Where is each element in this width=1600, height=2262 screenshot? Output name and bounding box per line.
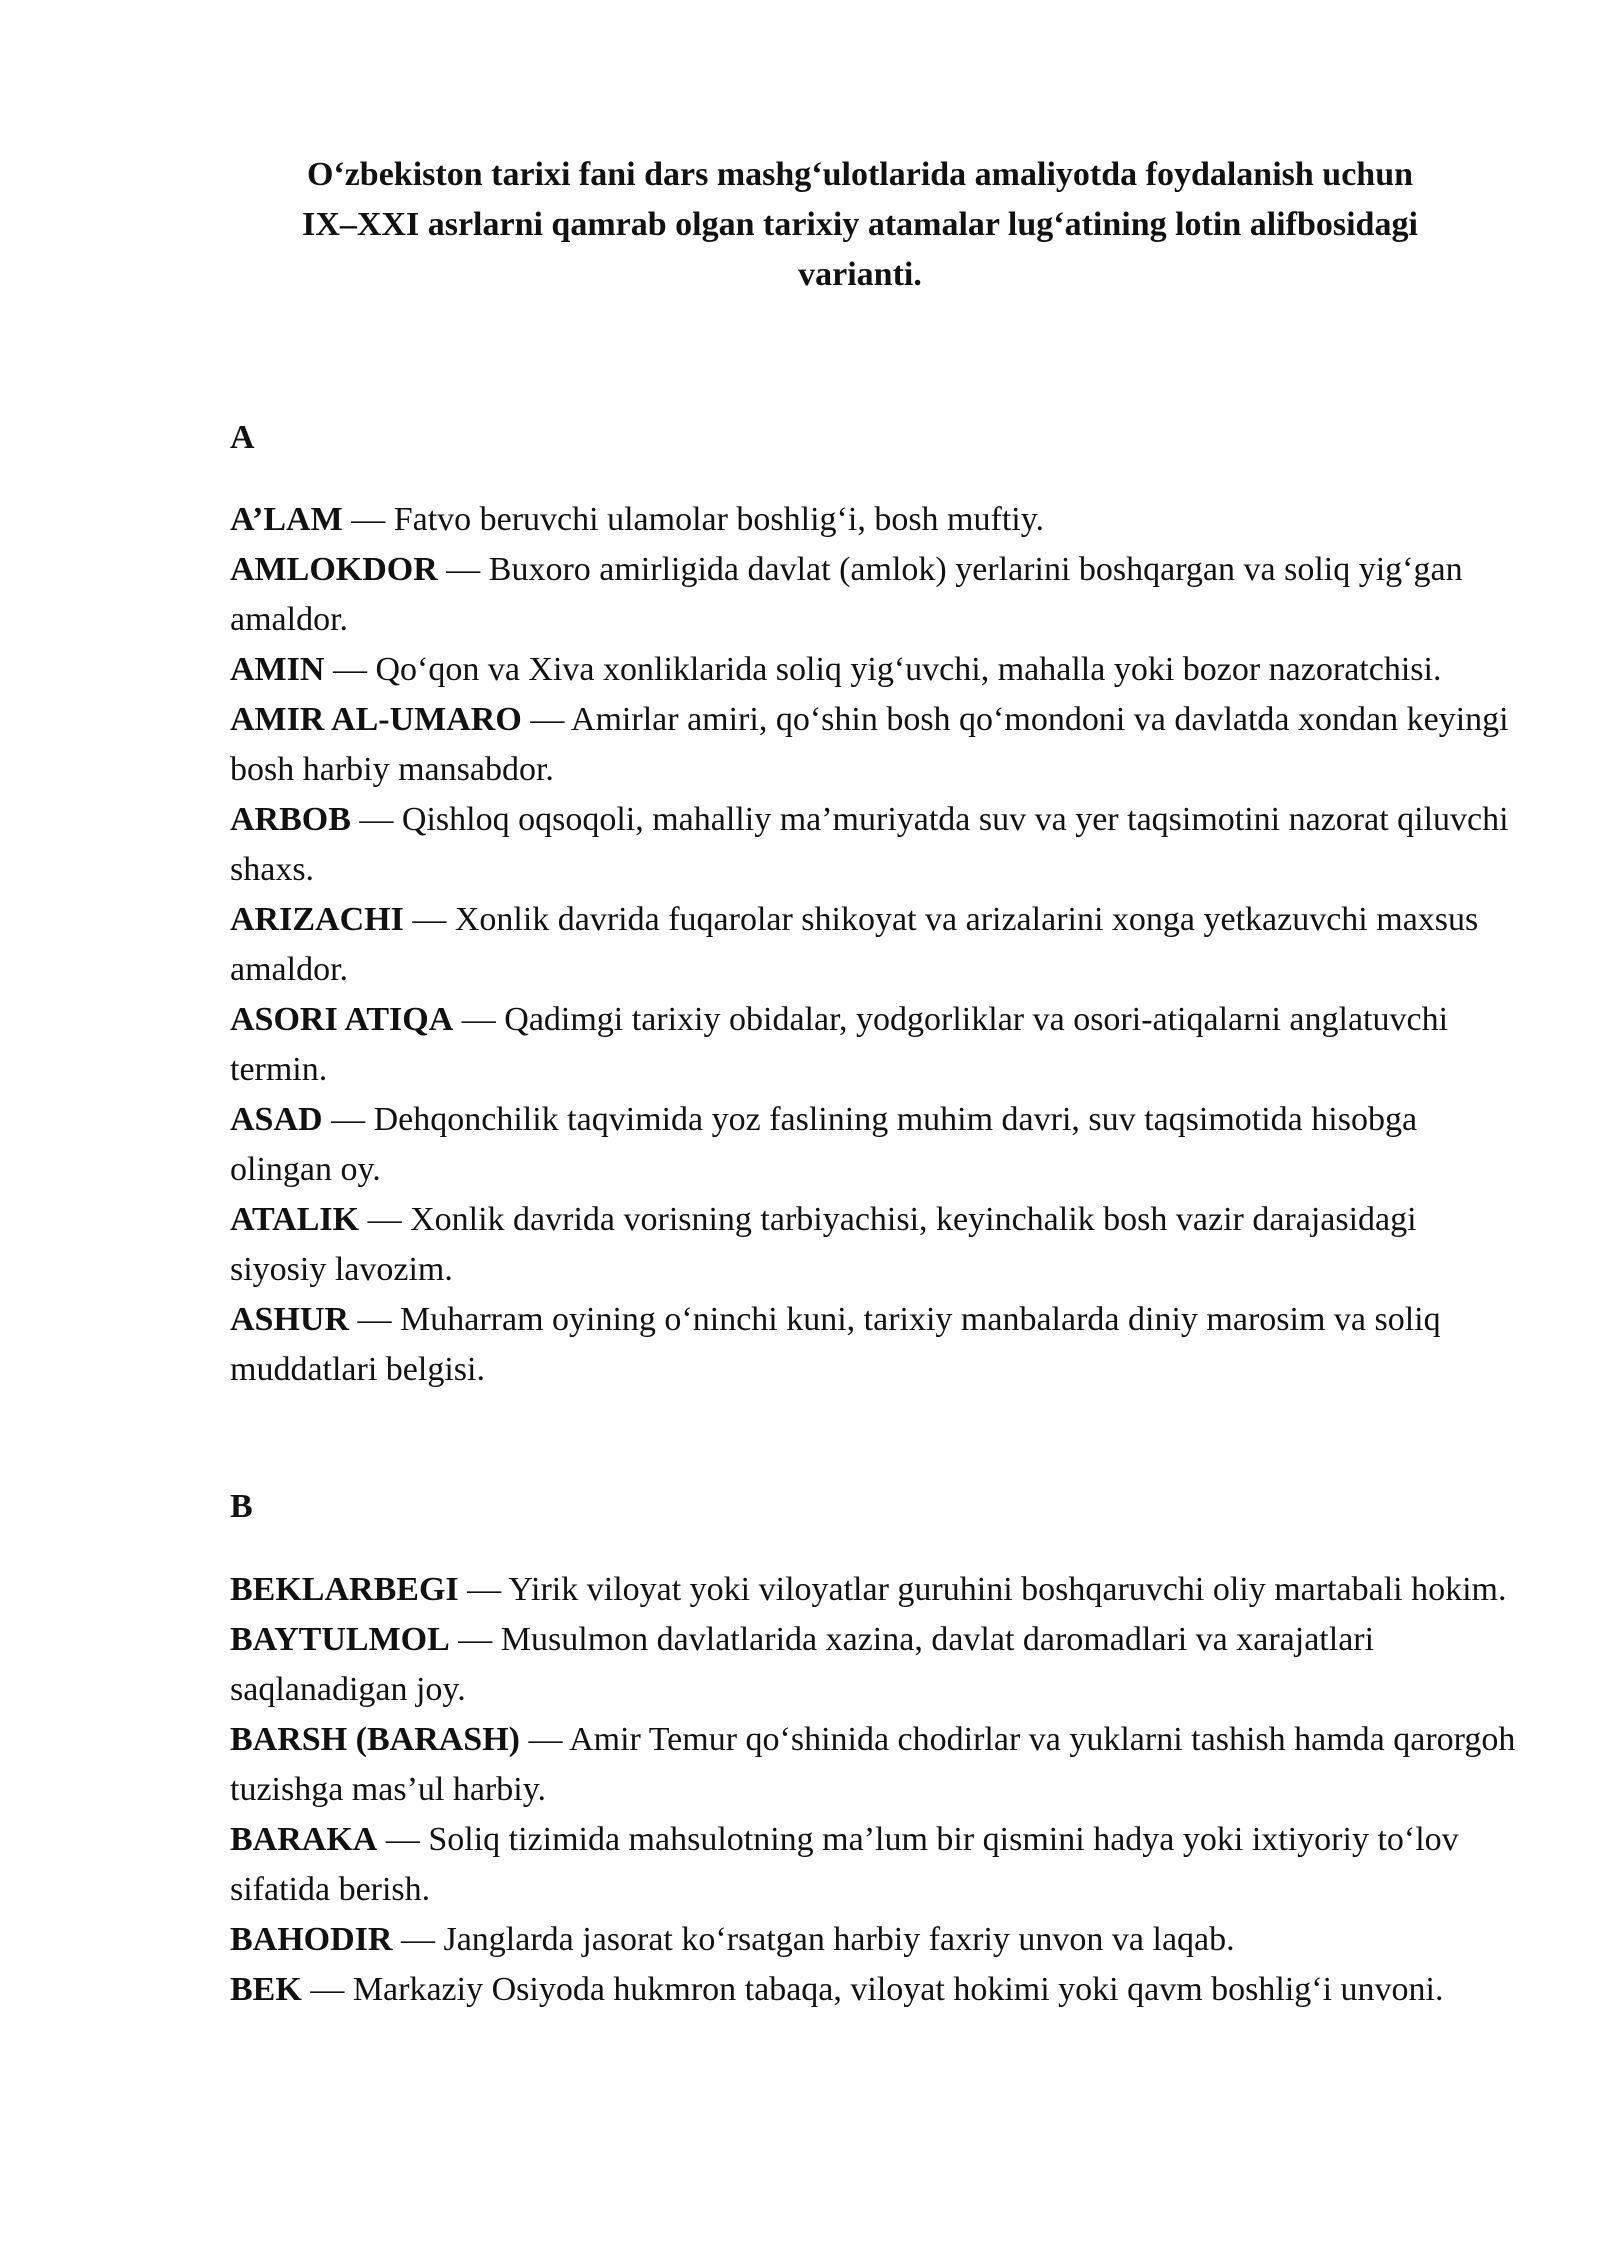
- title-line: O‘zbekiston tarixi fani dars mashg‘ulotlarida amaliyotda foydalanish uchun: [306, 156, 1414, 193]
- glossary-entry: [230, 1915, 1520, 1965]
- entry-definition: — Amirlar amiri, qo‘shin bosh qo‘mondoni va davlatda xondan keyingi bosh harbiy mansabdor.: [230, 701, 1509, 788]
- entry-term: BARAKA: [230, 1821, 378, 1858]
- title-line: IX–XXI asrlarni qamrab olgan tarixiy atamalar lug‘atining lotin alifbosidagi: [302, 206, 1418, 243]
- entry-definition: — Buxoro amirligida davlat (amlok) yerlarini boshqargan va soliq yig‘gan amaldor.: [230, 551, 1463, 638]
- glossary-list-a: [230, 495, 1520, 1395]
- entry-definition: — Qishloq oqsoqoli, mahalliy ma’muriyatda suv va yer taqsimotini nazorat qiluvchi shaxs.: [230, 801, 1509, 888]
- glossary-entry: [230, 1815, 1520, 1915]
- entry-definition: — Qadimgi tarixiy obidalar, yodgorliklar va osori-atiqalarni anglatuvchi termin.: [230, 1001, 1449, 1088]
- entry-definition: — Xonlik davrida vorisning tarbiyachisi, keyinchalik bosh vazir darajasidagi siyosiy lavozim.: [230, 1201, 1417, 1288]
- glossary-entry: [230, 1565, 1520, 1615]
- entry-definition: — Fatvo beruvchi ulamolar boshlig‘i, bosh muftiy.: [342, 501, 1045, 538]
- glossary-entry: [230, 1195, 1520, 1295]
- entry-term: ASAD: [230, 1101, 323, 1138]
- entry-definition: — Dehqonchilik taqvimida yoz faslining muhim davri, suv taqsimotida hisobga olingan oy.: [230, 1101, 1418, 1188]
- glossary-entry: [230, 1295, 1520, 1395]
- glossary-entry: [230, 995, 1520, 1095]
- entry-definition: — Janglarda jasorat ko‘rsatgan harbiy faxriy unvon va laqab.: [392, 1921, 1235, 1958]
- entry-definition: — Amir Temur qo‘shinida chodirlar va yuklarni tashish hamda qarorgoh tuzishga mas’ul harbiy.: [230, 1721, 1516, 1808]
- entry-term: BEKLARBEGI: [230, 1571, 459, 1608]
- glossary-entry: [230, 545, 1520, 645]
- entry-term: AMIN: [230, 651, 325, 688]
- section-heading-a: A: [230, 419, 255, 456]
- entry-term: ATALIK: [230, 1201, 360, 1238]
- entry-definition: — Musulmon davlatlarida xazina, davlat daromadlari va xarajatlari saqlanadigan joy.: [230, 1621, 1375, 1708]
- entry-term: BAYTULMOL: [230, 1621, 450, 1658]
- glossary-list-b: [230, 1565, 1520, 2015]
- glossary-entry: [230, 1715, 1520, 1815]
- entry-term: BEK: [230, 1971, 302, 2008]
- entry-term: ARIZACHI: [230, 901, 404, 938]
- entry-term: BAHODIR: [230, 1921, 393, 1958]
- entry-term: A’LAM: [230, 501, 343, 538]
- entry-definition: — Yirik viloyat yoki viloyatlar guruhini boshqaruvchi oliy martabali hokim.: [458, 1571, 1507, 1608]
- glossary-entry: [230, 695, 1520, 795]
- entry-definition: — Qo‘qon va Xiva xonliklarida soliq yig‘uvchi, mahalla yoki bozor nazoratchisi.: [324, 651, 1442, 688]
- glossary-entry: [230, 795, 1520, 895]
- entry-definition: — Soliq tizimida mahsulotning ma’lum bir qismini hadya yoki ixtiyoriy to‘lov sifatida berish.: [230, 1821, 1459, 1908]
- glossary-entry: [230, 1095, 1520, 1195]
- title-line: varianti.: [798, 256, 922, 293]
- glossary-entry: [230, 1615, 1520, 1715]
- entry-term: AMLOKDOR: [230, 551, 438, 588]
- glossary-entry: [230, 495, 1520, 545]
- glossary-entry: [230, 645, 1520, 695]
- section-heading-b: B: [230, 1488, 253, 1525]
- entry-term: ASHUR: [230, 1301, 350, 1338]
- entry-definition: — Muharram oyining o‘ninchi kuni, tarixiy manbalarda diniy marosim va soliq muddatlari belgisi.: [230, 1301, 1441, 1388]
- glossary-entry: [230, 1965, 1520, 2015]
- entry-term: BARSH (BARASH): [230, 1721, 520, 1758]
- entry-term: ASORI ATIQA: [230, 1001, 454, 1038]
- glossary-entry: [230, 895, 1520, 995]
- entry-definition: — Xonlik davrida fuqarolar shikoyat va arizalarini xonga yetkazuvchi maxsus amaldor.: [230, 901, 1479, 988]
- entry-term: AMIR AL-UMARO: [230, 701, 522, 738]
- document-title: [230, 150, 1490, 300]
- entry-term: ARBOB: [230, 801, 351, 838]
- entry-definition: — Markaziy Osiyoda hukmron tabaqa, viloyat hokimi yoki qavm boshlig‘i unvoni.: [301, 1971, 1444, 2008]
